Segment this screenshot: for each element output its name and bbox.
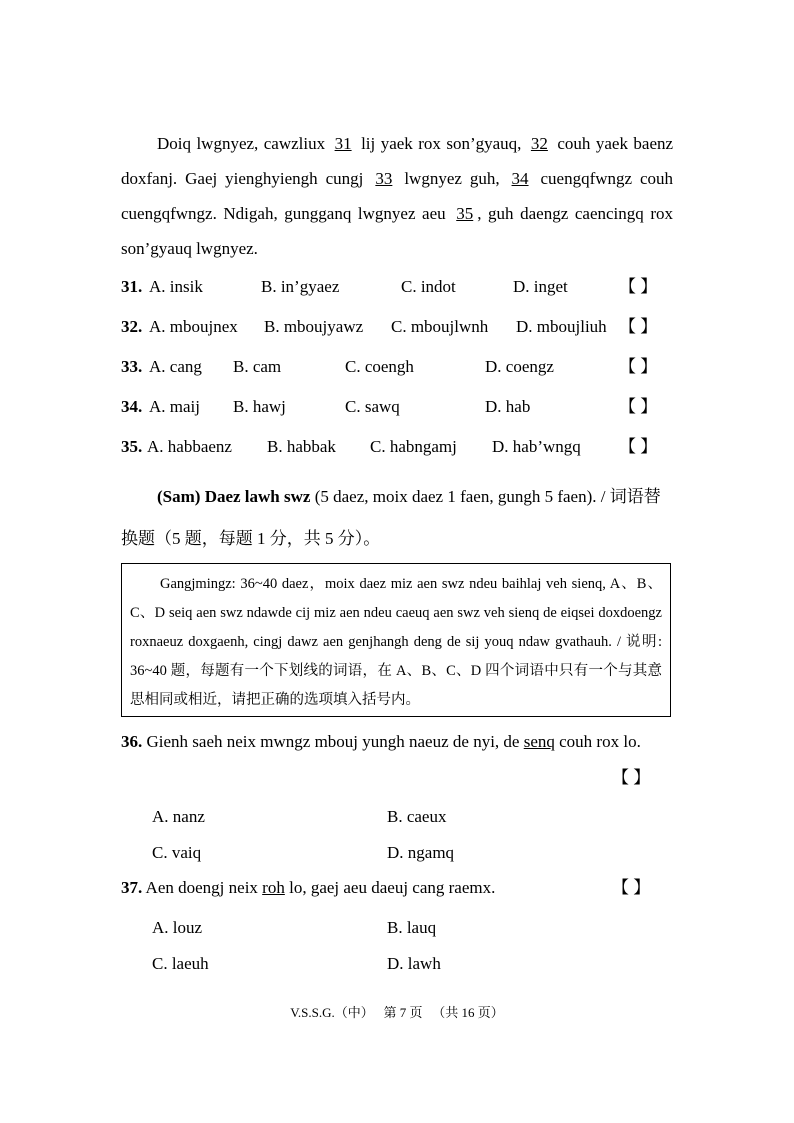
passage-text: lij yaek rox son’gyauq, xyxy=(361,134,522,153)
option-a: A. maij xyxy=(149,397,200,416)
question-number: 37. xyxy=(121,878,143,897)
option-d: D. inget xyxy=(513,277,568,296)
question-row-33 xyxy=(121,354,676,380)
blank-31: 31 xyxy=(334,134,352,153)
option-d: D. hab’wngq xyxy=(492,437,581,456)
answer-bracket: 【 】 xyxy=(612,878,651,897)
option-d: D. ngamq xyxy=(387,843,455,862)
passage-text: Doiq lwgnyez, cawzliux xyxy=(157,134,326,153)
option-c: C. habngamj xyxy=(370,437,457,456)
section-title-bold: (Sam) Daez lawh swz xyxy=(157,487,311,506)
question-row-31 xyxy=(121,274,676,300)
option-b: B. in’gyaez xyxy=(261,277,340,296)
answer-bracket: 【 】 xyxy=(619,277,658,296)
answer-bracket: 【 】 xyxy=(619,357,658,376)
option-c: C. coengh xyxy=(345,357,414,376)
blank-35: 35 xyxy=(456,204,474,223)
answer-bracket: 【 】 xyxy=(619,397,658,416)
option-b: B. caeux xyxy=(387,807,447,826)
question-number: 31. xyxy=(121,277,143,296)
question-text: lo, gaej aeu daeuj cang raemx. xyxy=(284,878,496,897)
answer-bracket: 【 】 xyxy=(612,768,651,787)
question-37 xyxy=(121,874,601,902)
option-d: D. hab xyxy=(485,397,531,416)
option-b: B. habbak xyxy=(267,437,336,456)
blank-34: 34 xyxy=(511,169,529,188)
option-a: A. louz xyxy=(152,918,203,937)
instruction-box xyxy=(121,563,671,717)
option-c: C. laeuh xyxy=(152,954,209,973)
option-a: A. cang xyxy=(149,357,202,376)
section-title-rest: (5 daez, moix daez 1 faen, gungh 5 faen). / 词语替换题（5 题，每题 1 分，共 5 分）。 xyxy=(121,487,661,548)
question-36 xyxy=(121,728,673,756)
option-a: A. nanz xyxy=(152,807,205,826)
passage-paragraph xyxy=(121,126,673,266)
blank-33: 33 xyxy=(375,169,393,188)
option-c: C. mboujlwnh xyxy=(391,317,489,336)
underlined-word: senq xyxy=(523,732,555,751)
question-number: 33. xyxy=(121,357,143,376)
option-a: A. mboujnex xyxy=(149,317,238,336)
option-a: A. insik xyxy=(149,277,203,296)
option-b: B. mboujyawz xyxy=(264,317,364,336)
question-number: 35. xyxy=(121,437,143,456)
option-b: B. hawj xyxy=(233,397,286,416)
question-row-32 xyxy=(121,314,676,340)
instruction-text: Gangjmingz: 36~40 daez，moix daez miz aen swz ndeu baihlaj veh sienq, A、B、C、D seiq aen swz ndawde cij miz aen ndeu caeuq aen swz veh sienq de eiqsei doxdoengz roxnaeuz doxgaenh, cingj dawz aen genjhangh deng de sij youq ndaw gvathauh. / 说明: 36~40 题，每题有一个下划线的词语，在 A、B、C、D 四个词语中只有一个与其意思相同或相近，请把正确的选项填入括号内。 xyxy=(130,576,662,708)
passage-text: couh yaek baenz doxfanj. Gaej yienghyiengh cungj xyxy=(121,134,674,188)
passage-text: lwgnyez guh, xyxy=(404,169,500,188)
answer-bracket: 【 】 xyxy=(619,317,658,336)
option-c: C. indot xyxy=(401,277,456,296)
question-text: Aen doengj neix xyxy=(142,878,263,897)
question-number: 36. xyxy=(121,732,143,751)
option-d: D. lawh xyxy=(387,954,441,973)
blank-32: 32 xyxy=(530,134,548,153)
passage-text: cuengqfwngz couh cuengqfwngz. Ndigah, gungganq lwgnyez aeu xyxy=(121,169,674,223)
option-d: D. mboujliuh xyxy=(516,317,607,336)
option-b: B. lauq xyxy=(387,918,437,937)
answer-bracket: 【 】 xyxy=(619,437,658,456)
option-c: C. sawq xyxy=(345,397,400,416)
option-d: D. coengz xyxy=(485,357,554,376)
question-number: 32. xyxy=(121,317,143,336)
page-footer: V.S.S.G.（中） 第 7 页 （共 16 页） xyxy=(290,1005,504,1020)
option-c: C. vaiq xyxy=(152,843,202,862)
question-number: 34. xyxy=(121,397,143,416)
underlined-word: roh xyxy=(262,878,285,897)
option-a: A. habbaenz xyxy=(147,437,232,456)
section-title xyxy=(121,476,673,560)
option-b: B. cam xyxy=(233,357,282,376)
question-text: couh rox lo. xyxy=(554,732,641,751)
question-row-35 xyxy=(121,434,676,460)
question-row-34 xyxy=(121,394,676,420)
passage-text: , guh daengz caencingq rox son’gyauq lwgnyez. xyxy=(121,204,673,258)
question-text: Gienh saeh neix mwngz mbouj yungh naeuz de nyi, de xyxy=(142,732,524,751)
